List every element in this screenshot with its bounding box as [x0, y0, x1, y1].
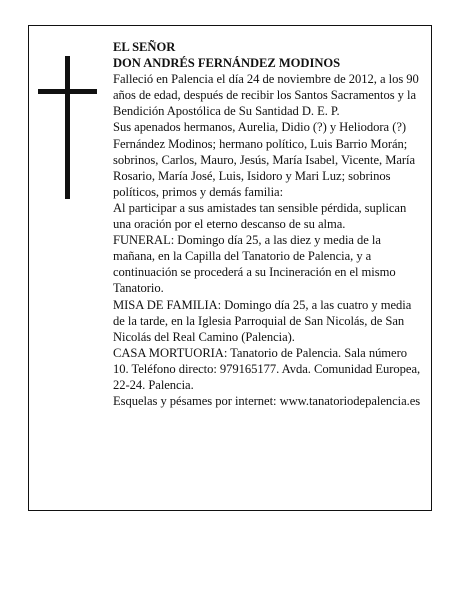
cross-vertical-bar — [65, 56, 70, 199]
notice-text — [113, 39, 425, 409]
deceased-heading — [113, 39, 425, 71]
family-mass-details: MISA DE FAMILIA: Domingo día 25, a las cuatro y media de la tarde, en la Iglesia Parroquial de San Nicolás, de San Nicolás del Real Camino (Palencia). — [113, 297, 412, 344]
online-condolences: Esquelas y pésames por internet: www.tanatoriodepalencia.es — [113, 394, 421, 409]
funeral-home-details: CASA MORTUORIA: Tanatorio de Palencia. Sala número 10. Teléfono directo: 979165177. Avda. Comunidad Europea, 22-24. Palencia. — [113, 345, 421, 392]
prayer-request: Al participar a sus amistades tan sensible pérdida, suplican una oración por el eterno descanso de su alma. — [113, 200, 407, 232]
family-members: Sus apenados hermanos, Aurelia, Didio (?) y Heliodora (?) Fernández Modinos; hermano político, Luis Barrio Morán; sobrinos, Carlos, Mauro, Jesús, María Isabel, Vicente, María Rosario, María José, Luis, Isidoro y Mari Luz; sobrinos políticos, primos y demás familia: — [113, 120, 416, 199]
deceased-name: DON ANDRÉS FERNÁNDEZ MODINOS — [113, 56, 341, 71]
cross-horizontal-bar — [38, 89, 97, 94]
obituary-notice — [28, 25, 432, 511]
death-announcement: Falleció en Palencia el día 24 de noviembre de 2012, a los 90 años de edad, después de recibir los Santos Sacramentos y la Bendición Apostólica de Su Santidad D. E. P. — [113, 72, 419, 119]
funeral-details: FUNERAL: Domingo día 25, a las diez y media de la mañana, en la Capilla del Tanatorio de Palencia, y a continuación se procederá a su Incineración en el mismo Tanatorio. — [113, 233, 396, 296]
heading-title: EL SEÑOR — [113, 40, 176, 54]
